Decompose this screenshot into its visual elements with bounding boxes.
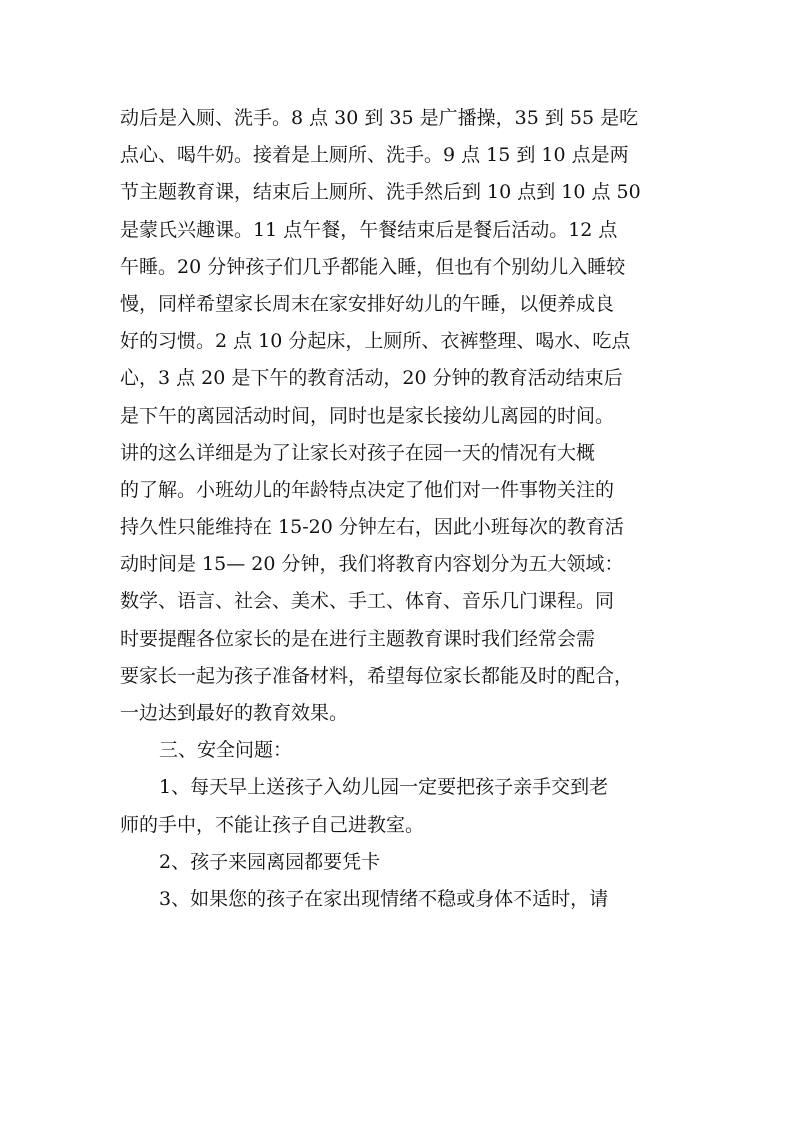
text-line: 心，3 点 20 是下午的教育活动，20 分钟的教育活动结束后 xyxy=(120,367,623,390)
text-line: 好的习惯。2 点 10 分起床，上厕所、衣裤整理、喝水、吃点 xyxy=(120,330,631,353)
list-item-1: 1、每天早上送孩子入幼儿园一定要把孩子亲手交到老 xyxy=(159,776,609,799)
text-line: 数学、语言、社会、美术、手工、体育、音乐几门课程。同 xyxy=(120,590,615,613)
text-line: 点心、喝牛奶。接着是上厕所、洗手。9 点 15 到 10 点是两 xyxy=(120,144,629,167)
text-line: 师的手中，不能让孩子自己进教室。 xyxy=(120,813,425,836)
text-line: 午睡。20 分钟孩子们几乎都能入睡，但也有个别幼儿入睡较 xyxy=(120,255,626,278)
text-line: 要家长一起为孩子准备材料，希望每位家长都能及时的配合， xyxy=(120,664,634,687)
list-item-2: 2、孩子来园离园都要凭卡 xyxy=(159,850,381,873)
section-heading-safety: 三、安全问题： xyxy=(159,739,293,762)
text-line: 是下午的离园活动时间，同时也是家长接幼儿离园的时间。 xyxy=(120,404,615,427)
text-line: 动时间是 15— 20 分钟，我们将教育内容划分为五大领域： xyxy=(120,553,624,576)
text-line: 是蒙氏兴趣课。11 点午餐，午餐结束后是餐后活动。12 点 xyxy=(120,218,618,241)
text-line: 持久性只能维持在 15-20 分钟左右，因此小班每次的教育活 xyxy=(120,516,624,539)
text-line: 时要提醒各位家长的是在进行主题教育课时我们经常会需 xyxy=(120,627,596,650)
text-line: 慢，同样希望家长周末在家安排好幼儿的午睡，以便养成良 xyxy=(120,292,615,315)
text-line: 的了解。小班幼儿的年龄特点决定了他们对一件事物关注的 xyxy=(120,478,615,501)
text-line: 一边达到最好的教育效果。 xyxy=(120,702,349,724)
text-line: 动后是入厕、洗手。8 点 30 到 35 是广播操，35 到 55 是吃 xyxy=(120,107,639,129)
document-body xyxy=(120,100,680,918)
text-line: 节主题教育课，结束后上厕所、洗手然后到 10 点到 10 点 50 xyxy=(120,181,641,204)
text-line: 讲的这么详细是为了让家长对孩子在园一天的情况有大概 xyxy=(120,441,596,464)
list-item-3: 3、如果您的孩子在家出现情绪不稳或身体不适时，请 xyxy=(159,887,609,910)
